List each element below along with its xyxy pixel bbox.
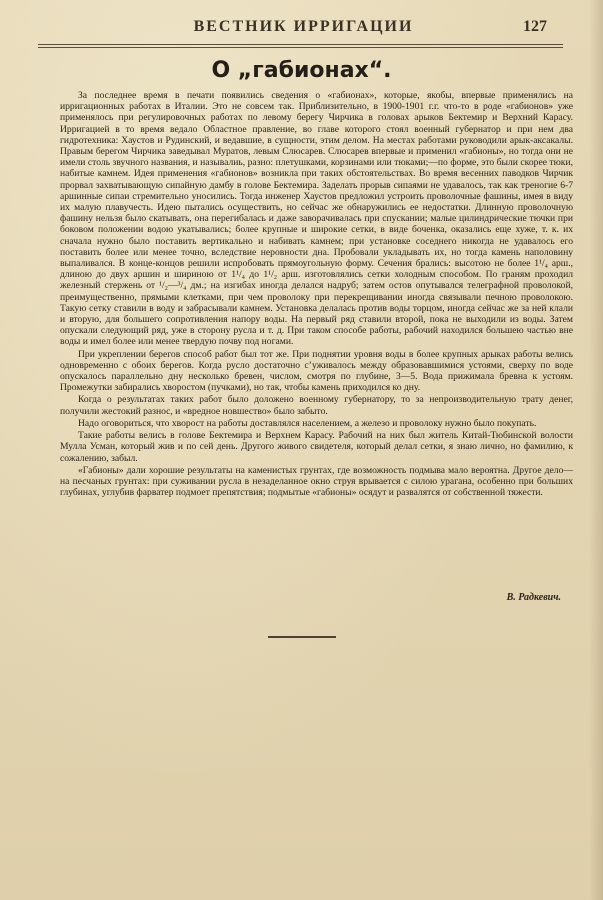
paragraph-6: «Габионы» дали хорошие результаты на каменистых грунтах, где возможность подмыва мало вероятна. Другое дело—на песчаных грунтах: при суживании русла в незаделанное окно струя врывается с силою урагана, особенно при больших глубинах, углубив фарватер подмоет препятствия; подмытые «габионы» осядут и развалятся от собственной тяжести.	[60, 464, 573, 499]
article-body	[60, 90, 573, 499]
paragraph-3: Когда о результатах таких работ было доложено военному губернатору, то за непроизводительную трату денег, получили жестокий разнос, и «вредное новшество» было забыто.	[60, 394, 573, 417]
article-title: О „габионах“.	[211, 58, 392, 83]
paragraph-4: Надо оговориться, что хворост на работы доставлялся населением, а железо и проволоку нужно было покупать.	[78, 417, 537, 429]
end-rule	[268, 636, 336, 638]
paragraph-2: При укреплении берегов способ работ был тот же. При поднятии уровня воды в более крупных арыках работы велись одновременно с обоих берегов. Когда русло достаточно сʼуживалось между образовавшимися устоями, сверху по воде опускалось параллельно дну несколько бревен, числом, смотря по глубине, 3—5. Вода прижимала бревна к устоям. Промежутки забирались хворостом (пучками), но так, чтобы камень приходился ко дну.	[60, 348, 573, 394]
journal-title: ВЕСТНИК ИРРИГАЦИИ	[193, 18, 414, 35]
running-head	[60, 16, 547, 42]
author-signature: В. Радкевич.	[506, 592, 561, 603]
page-number: 127	[523, 18, 547, 35]
paragraph-5: Такие работы велись в голове Бектемира и Верхнем Карасу. Рабочий на них был житель Китай-Тюбинской волости Мулла Усман, который жив и по сей день. Другого живого свидетеля, который делал сетки, я знаю лично, но фамилию, к сожалению, забыл.	[60, 430, 573, 464]
header-rule	[38, 44, 563, 48]
paper-edge-shadow	[589, 0, 603, 900]
paragraph-1: За последнее время в печати появились сведения о «габионах», которые, якобы, впервые применялись на ирригационных работах в Италии. Это не совсем так. Приблизительно, в 1900-1901 г.г. что-то в роде «габионов» уже применялось при регулировочных работах по левому берегу Чирчика в головах арыков Бектемир и Верхний Карасу. Ирригацией в то время ведало Областное правление, во главе которого стоял военный губернатор и при нем два гидротехника: Хаустов и Рудинский, и ведавшие, в сущности, этим делом. На местах работами руководили арык-аксакалы. Правым берегом Чирчика заведывал Муратов, левым Слюсарев. Слюсарев впервые и применил «габионы», но тогда они не имели столь звучного названия, и называлиь, разно: плетушками, корзинами или тюками;—по форме, это были скорее тюки, набитые камнем. Идея применения «габионов» возникла при таких обстоятельствах. Во время весенних паводков Чирчик прорвал захватывающую сипайную дамбу в голове Бектемира. Заделать прорыв сипаями не удавалось, так как треногие 6-7 аршинные сипаи стремительно уносились. Тогда инженер Хаустов предложил устроить проволочные фашины, имея в виду их малую плавучесть. Идею пытались осуществить, но сейчас же обнаружились ее недостатки. Длинную проволочную фашину нельзя было скатывать, она перегибалась и даже заворачивалась при спускании; малые цилиндрические тючки при боковом положении водою укатывались; более крупные и широкие сетки, в виде боченка, оказались еще хуже, т. к. их сначала нужно было поставить вертикально и набивать камнем; при установке соседнего никогда не удавалось его поставить более или менее точно, вследствие неровности дна. Пробовали укладывать их, но тогда камень наполовину выпаливался. В конце-концов решили испробовать прямоугольную форму. Сечения брались: высотою не более 1¹/₄ арш., длиною до двух аршин и шириною от 1¹/₄ до 1¹/₂ арш. изготовлялись сетки холодным способом. По граням проходил железный стержень от ¹/₂—³/₄ дм.; на изгибах иногда делался надруб; затем остов опутывался телеграфной проволокой, преимущественно, прямыми клетками, при чем проволоку при перекрещивании иногда связывали печною проволокою. Такую сетку ставили в воду и забрасывали камнем. Установка делалась против воды торцом, иногда сейчас же за ней клали и вторую, для большего сопротивления напору воды. На первый ряд ставили второй, пока не выходили из воды. Затем опускали следующий ряд, уже в сторону русла и т. д. При таком способе работы, рабочий находился большею частью вне воды и имел более или менее твердую почву под ногами.	[60, 90, 573, 348]
